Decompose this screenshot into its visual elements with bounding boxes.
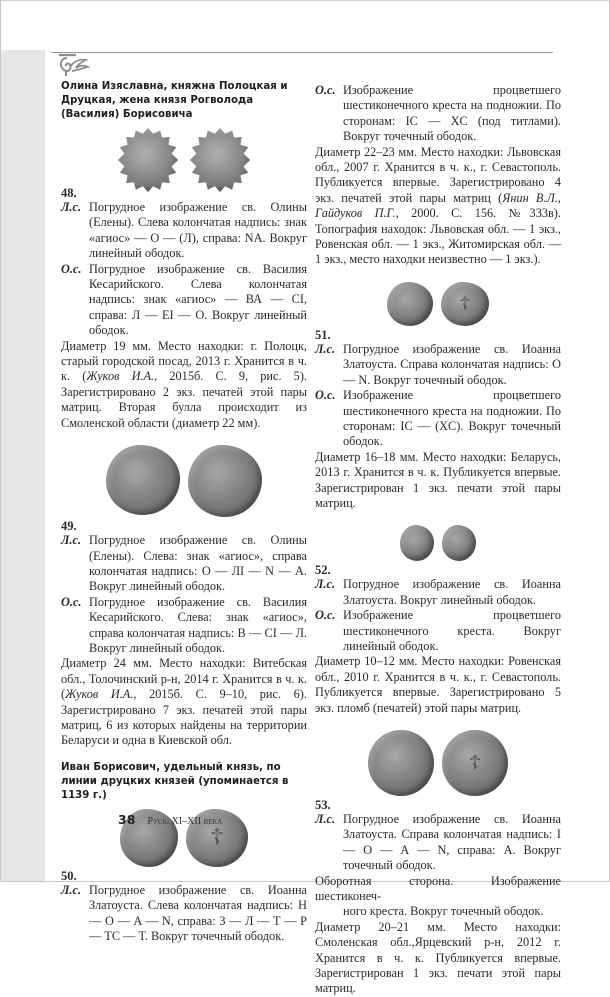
seal-reverse-image — [442, 730, 508, 796]
reverse-text: Погрудное изображение св. Василия Кесарийского. Слева колончатая надпись: знак «агиос» — ВА — CI, справа: Л — EI — О. Вокруг линейный ободок. — [89, 261, 307, 338]
entry-52-description: Диаметр 10–12 мм. Место находки: Ровенская обл., 2010 г. Хранится в ч. к., г. Севастополь. Публикуется впервые. Зарегистрировано 5 экз. пломб (печатей) этой пары матриц. — [315, 654, 561, 715]
obverse-text: Погрудное изображение св. Иоанна Златоуста. Вокруг линейный ободок. — [343, 577, 561, 607]
entry-53-reverse-b: ного креста. Вокруг точечный ободок. — [343, 904, 544, 919]
obverse-text: Погрудное изображение св. Иоанна Златоуста. Слева колончатая надпись: Н — О — А — N, справа: З — Л — Т — Р — ТС — Т. Вокруг точечный ободок. — [89, 882, 307, 943]
description-text: , 2015б. С. 9, рис. 5). Зарегистрировано 2 экз. печатей этой пары матриц. Вторая булла происходит из Смоленской области (диаметр 22 мм). — [61, 369, 308, 430]
seal-obverse-image — [106, 445, 180, 515]
entry-52-reverse — [315, 608, 561, 654]
entry-48-description — [61, 339, 307, 431]
obverse-label: Л.с. — [61, 200, 82, 214]
description-text: Диаметр 19 мм. Место находки: г. Полоцк, старый городской посад, 2013 г. Хранится в ч. к. ( — [61, 338, 307, 384]
obverse-label: Л.с. — [61, 533, 82, 548]
citation-author: Янин В.Л., Гайдуков П.Г. — [315, 190, 561, 221]
page-margin-band — [1, 50, 45, 881]
reverse-label: О.с. — [315, 388, 336, 403]
seal-obverse-image — [368, 730, 434, 796]
entry-51-reverse — [315, 388, 561, 450]
cross-icon: ☦ — [459, 293, 471, 315]
description-text: Диаметр 24 мм. Место находки: Витебская обл., Толочинский р-н, 2014 г. Хранится в ч. к. ( — [61, 656, 307, 702]
entry-49-obverse — [61, 533, 307, 595]
entry-number-48: 48. — [61, 186, 77, 200]
obverse-text: Погрудное изображение св. Иоанна Златоуста. Справа колончатая надпись: I — О — А — N, справа: А. Вокруг точечный ободок. — [343, 812, 561, 873]
entry-number-52: 52. — [315, 563, 331, 578]
entry-52-obverse — [315, 577, 561, 608]
obverse-label: Л.с. — [315, 812, 336, 826]
cross-icon: ☦ — [468, 750, 482, 775]
reverse-text: Изображение процветшего шестиконечного креста. Вокруг линейный ободок. — [343, 608, 561, 653]
entry-50-description — [315, 145, 561, 268]
obverse-label: Л.с. — [315, 341, 336, 356]
entry-number-53: 53. — [315, 798, 331, 812]
obverse-label: Л.с. — [61, 882, 82, 897]
reverse-text: Погрудное изображение св. Василия Кесарийского. Слева: знак «агиос», справа колончатая надпись: В — CI — Л. Вокруг линейный ободок. — [89, 594, 307, 655]
page-number: 38 — [118, 812, 136, 827]
entry-50-obverse — [61, 883, 307, 945]
obverse-label: Л.с. — [315, 577, 336, 592]
obverse-text: Погрудное изображение св. Олины (Елены). Слева колончатая надпись: знак «агиос» — О — (Л), справа: NA. Вокруг линейный ободок. — [89, 200, 307, 261]
seal-images-52 — [315, 525, 561, 561]
reverse-label: О.с. — [61, 261, 82, 276]
seal-reverse-image — [441, 282, 489, 326]
floral-ornament-icon — [56, 52, 92, 78]
seal-obverse-image — [387, 282, 433, 326]
obverse-text: Погрудное изображение св. Олины (Елены). Слева: знак «агиос», справа колончатая надпись: О — ЛI — N — А. Вокруг линейный ободок. — [89, 533, 307, 594]
entry-50-reverse — [315, 83, 561, 145]
entry-49-description — [61, 656, 307, 748]
page-footer — [118, 812, 222, 827]
seal-obverse-image — [400, 525, 434, 561]
entry-number-50: 50. — [61, 868, 77, 883]
citation-author: Жуков И.А. — [86, 369, 155, 384]
reverse-label: О.с. — [315, 608, 336, 623]
seal-images-53 — [315, 730, 561, 796]
section-title-olina: Олина Изяславна, княжна Полоцкая и Друцкая, жена князя Рогволода (Василия) Борисовича — [61, 81, 288, 120]
entry-53-reverse-a: Оборотная сторона. Изображение шестиконеч- — [315, 873, 561, 904]
description-text: Диаметр 22–23 мм. Место находки: Львовская обл., 2007 г. Хранится в ч. к., г. Севастополь. Публикуется впервые. Зарегистрировано 4 экз. печатей этой пары матриц ( — [315, 144, 561, 205]
description-text: , 2015б. С. 9–10, рис. 6). Зарегистрировано 7 экз. печатей этой пары матриц, 6 из которых найдены на территории Беларуси и одна в Киевской обл. — [61, 687, 307, 748]
reverse-label: О.с. — [61, 594, 82, 609]
description-text: , 2000. С. 156. №333в). Топография находок: Львовская обл. — 1 экз., Ровенская обл. — 1 экз., Житомирская обл. — 1 экз., место находки неизвестно — 1 экз.). — [315, 206, 561, 267]
entry-number-49: 49. — [61, 519, 77, 534]
entry-51-description: Диаметр 16–18 мм. Место находки: Беларусь, 2013 г. Хранится в ч. к. Публикуется впервые. Зарегистрирован 1 экз. печати этой пары матриц. — [315, 449, 561, 510]
entry-53-obverse — [315, 812, 561, 874]
entry-53-description: Диаметр 20–21 мм. Место находки: Смоленская обл.,Ярцевский р-н, 2012 г. Хранится в ч. к. Публикуется впервые. Зарегистрирован 1 экз. печати этой пары матриц. — [315, 919, 561, 996]
cross-icon: ☦ — [209, 825, 225, 851]
running-head: Русь. XI–XII века — [147, 816, 223, 827]
seal-images-49 — [61, 445, 307, 517]
right-column — [315, 83, 561, 997]
citation-author: Жуков И.А. — [65, 687, 134, 702]
obverse-text: Погрудное изображение св. Иоанна Златоуста. Справа колончатая надпись: О — N. Вокруг точечный ободок. — [343, 341, 561, 387]
entry-48-reverse — [61, 262, 307, 339]
reverse-text: Изображение процветшего шестиконечного креста на подножии. По сторонам: IC — XC (под титлами). Вокруг точечный ободок. — [343, 83, 561, 144]
seal-images-51 — [315, 282, 561, 326]
seal-images-48 — [61, 128, 307, 192]
seal-reverse-image — [188, 128, 252, 192]
entry-48-obverse — [61, 200, 307, 262]
seal-reverse-image — [188, 445, 262, 517]
seal-reverse-image — [442, 525, 476, 561]
reverse-text: Изображение процветшего шестиконечного креста на подножии. По сторонам: IC — (XC). Вокруг точечный ободок. — [343, 388, 561, 449]
reverse-label: О.с. — [315, 83, 336, 97]
entry-number-51: 51. — [315, 327, 331, 342]
header-rule — [51, 52, 553, 53]
entry-49-reverse — [61, 595, 307, 657]
section-title-ivan: Иван Борисович, удельный князь, по линии друцких князей (упоминается в 1139 г.) — [61, 761, 289, 801]
seal-obverse-image — [116, 128, 180, 192]
entry-51-obverse — [315, 342, 561, 388]
